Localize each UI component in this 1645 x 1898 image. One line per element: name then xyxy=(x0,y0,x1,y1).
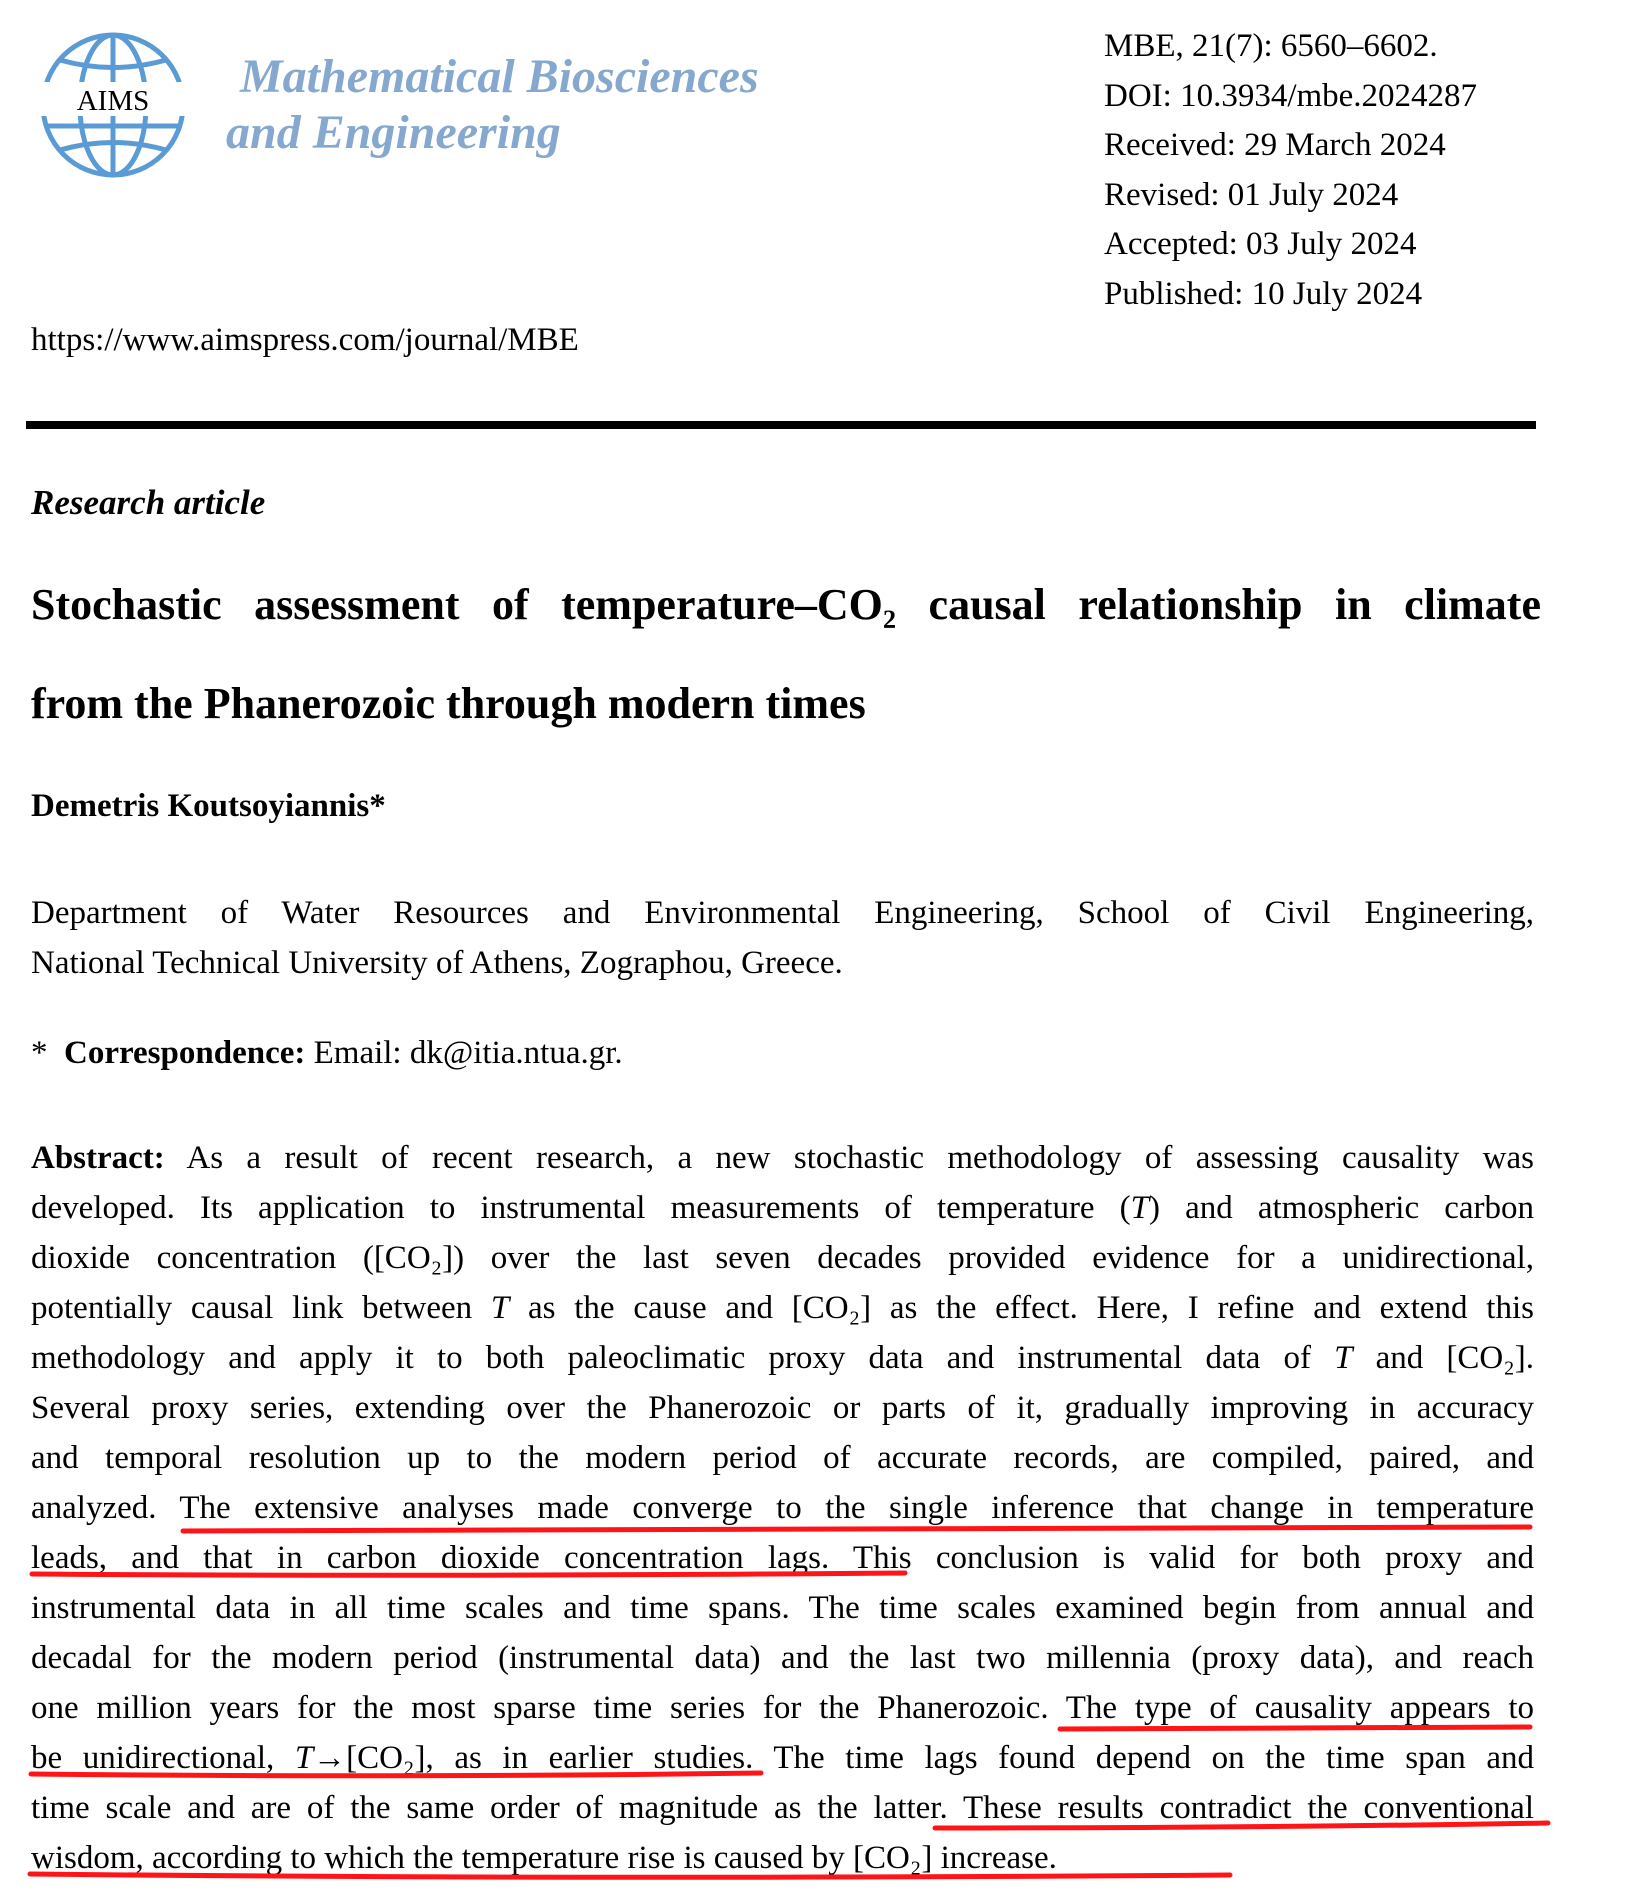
revised-date: Revised: 01 July 2024 xyxy=(1104,176,1399,213)
abstract-text: be unidirectional, xyxy=(31,1740,295,1776)
correspondence-email[interactable]: Email: dk@itia.ntua.gr. xyxy=(313,1035,623,1071)
abstract-line: leads, and that in carbon dioxide concentration lags. This conclusion is valid for both proxy and xyxy=(31,1540,1534,1576)
abstract-label: Abstract: xyxy=(31,1140,165,1176)
abstract-line xyxy=(31,1733,1534,1783)
accepted-date: Accepted: 03 July 2024 xyxy=(1104,226,1417,263)
correspondence xyxy=(31,1035,623,1072)
title-line-1: Stochastic assessment of temperature–CO₂ causal relationship in climate xyxy=(31,580,1541,629)
variable-t: T xyxy=(490,1290,510,1326)
abstract-line xyxy=(31,1283,1534,1333)
abstract xyxy=(31,1133,1534,1883)
abstract-text: methodology and apply it to both paleoclimatic proxy data and instrumental data of xyxy=(31,1340,1335,1376)
abstract-text: potentially causal link between xyxy=(31,1290,491,1326)
journal-name-line1: Mathematical Biosciences xyxy=(240,50,759,103)
affiliation-line-2: National Technical University of Athens, Zographou, Greece. xyxy=(31,945,843,981)
abstract-line xyxy=(31,1333,1534,1383)
abstract-line: wisdom, according to which the temperature rise is caused by [CO₂] increase. xyxy=(31,1840,1057,1876)
doi: DOI: 10.3934/mbe.2024287 xyxy=(1104,77,1478,114)
affiliation xyxy=(31,888,1534,988)
paper-title xyxy=(31,555,1541,753)
abstract-text: as the cause and [CO₂] as the effect. Here, I refine and extend this xyxy=(509,1290,1534,1326)
abstract-line: dioxide concentration ([CO₂]) over the last seven decades provided evidence for a unidirectional, xyxy=(31,1240,1534,1276)
header-divider xyxy=(26,421,1536,429)
citation: MBE, 21(7): 6560–6602. xyxy=(1104,28,1438,64)
variable-t: T xyxy=(1130,1190,1150,1226)
abstract-text: and [CO₂]. xyxy=(1352,1340,1534,1376)
abstract-line xyxy=(31,1183,1534,1233)
abstract-line: time scale and are of the same order of magnitude as the latter. These results contradict the conventional xyxy=(31,1790,1534,1826)
published-date: Published: 10 July 2024 xyxy=(1104,275,1423,312)
abstract-line: decadal for the modern period (instrumental data) and the last two millennia (proxy data), and reach xyxy=(31,1640,1534,1676)
aims-globe-logo xyxy=(38,30,188,180)
article-type: Research article xyxy=(31,483,266,522)
abstract-line: instrumental data in all time scales and time spans. The time scales examined begin from annual and xyxy=(31,1590,1534,1626)
abstract-line: analyzed. The extensive analyses made converge to the single inference that change in temperature xyxy=(31,1490,1534,1526)
abstract-line: one million years for the most sparse time series for the Phanerozoic. The type of causality appears to xyxy=(31,1690,1534,1726)
abstract-line xyxy=(31,1133,1534,1183)
abstract-text: As a result of recent research, a new stochastic methodology of assessing causality was xyxy=(186,1140,1534,1176)
correspondence-star: * xyxy=(31,1035,48,1071)
correspondence-label: Correspondence: xyxy=(64,1035,306,1071)
abstract-text: developed. Its application to instrumental measurements of temperature ( xyxy=(31,1190,1131,1226)
abstract-line: Several proxy series, extending over the Phanerozoic or parts of it, gradually improving in accuracy xyxy=(31,1390,1534,1426)
variable-t: T xyxy=(294,1740,314,1776)
received-date: Received: 29 March 2024 xyxy=(1104,127,1446,164)
title-line-2: from the Phanerozoic through modern times xyxy=(31,679,866,728)
author-name: Demetris Koutsoyiannis* xyxy=(31,788,386,824)
abstract-text: →[CO₂], as in earlier studies. The time lags found depend on the time span and xyxy=(313,1740,1534,1776)
publication-meta xyxy=(1104,22,1477,320)
variable-t: T xyxy=(1334,1340,1353,1376)
journal-name-line2: and Engineering xyxy=(226,106,561,159)
affiliation-line-1: Department of Water Resources and Environmental Engineering, School of Civil Engineering, xyxy=(31,895,1534,931)
logo-text: AIMS xyxy=(76,85,150,117)
abstract-line: and temporal resolution up to the modern period of accurate records, are compiled, paired, and xyxy=(31,1440,1534,1476)
journal-url[interactable]: https://www.aimspress.com/journal/MBE xyxy=(31,322,579,358)
abstract-text: ) and atmospheric carbon xyxy=(1149,1190,1534,1226)
